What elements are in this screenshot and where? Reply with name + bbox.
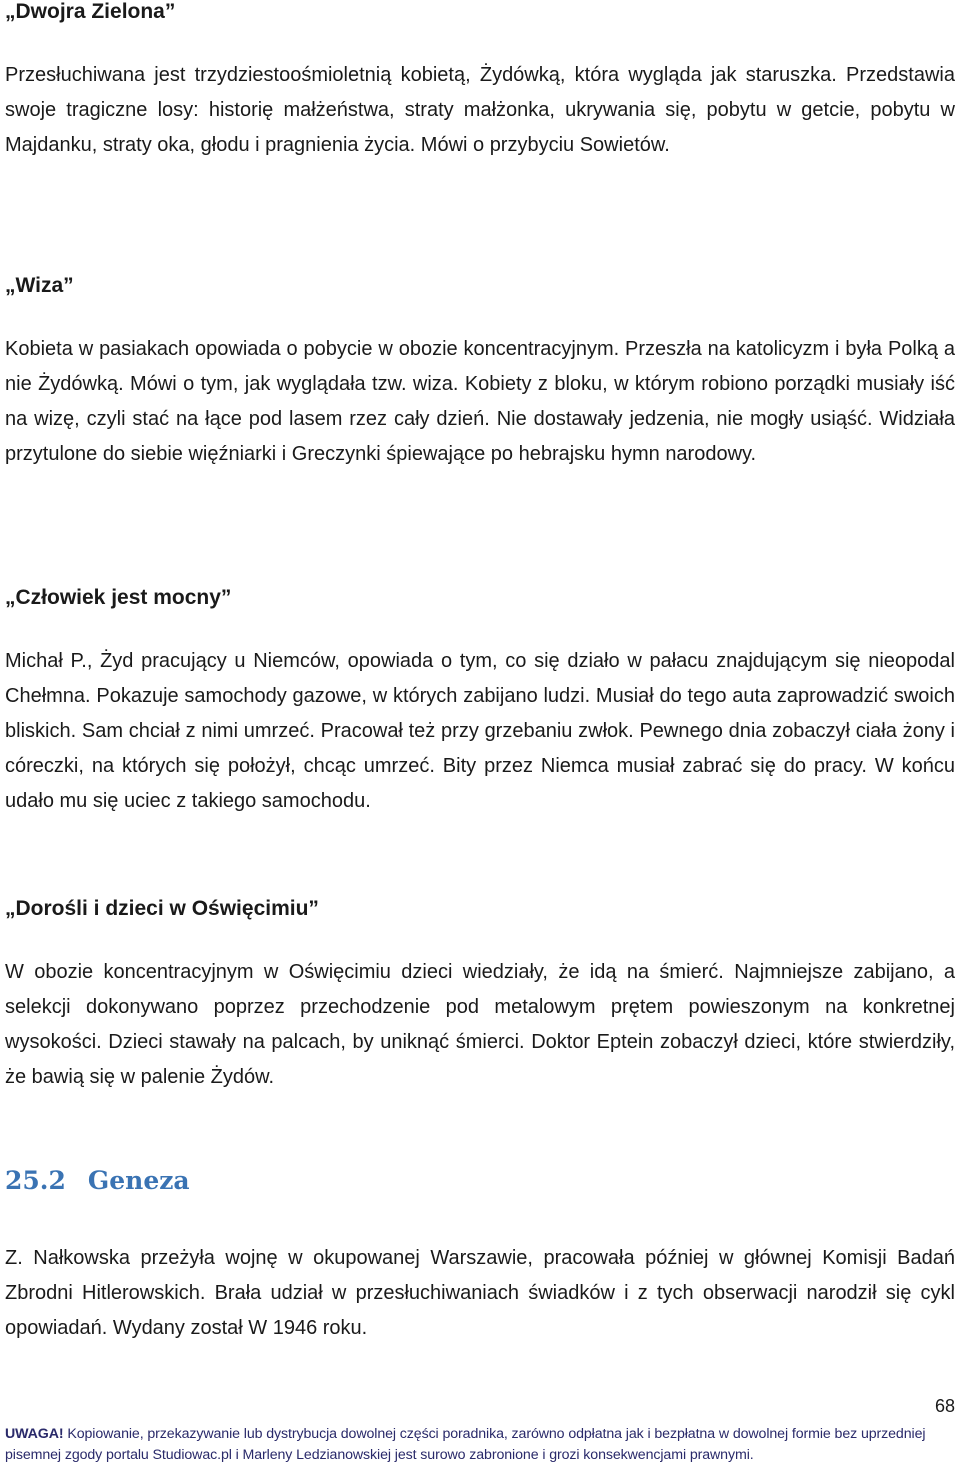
section-paragraph: Michał P., Żyd pracujący u Niemców, opowiada o tym, co się działo w pałacu znajdującym się nieopodal Chełmna. Pokazuje samochody gazowe, w których zabijano ludzi. Musiał do tego auta zaprowadzić swoich bliskich. Sam chciał z nimi umrzeć. Pracował też przy grzebaniu zwłok. Pewnego dnia zobaczył ciała żony i córeczki, na których się położył, chcąc umrzeć. Bity przez Niemca musiał zabrać się do pracy. W końcu udało mu się uciec z takiego samochodu. (5, 650, 955, 812)
section-wiza (5, 274, 955, 472)
section-geneza (5, 1166, 955, 1346)
page-number: 68 (934, 1396, 955, 1416)
section-dwojra-zielona (5, 0, 955, 163)
geneza-paragraph: Z. Nałkowska przeżyła wojnę w okupowanej Warszawie, pracowała później w głównej Komisji Badań Zbrodni Hitlerowskich. Brała udział w przesłuchiwaniach świadków i z tych obserwacji narodził się cykl opowiadań. Wydany został W 1946 roku. (5, 1247, 955, 1339)
section-paragraph: W obozie koncentracyjnym w Oświęcimiu dzieci wiedziały, że idą na śmierć. Najmniejsze zabijano, a selekcji dokonywano poprzez przechodzenie pod metalowym prętem powieszonym na konkretnej wysokości. Dzieci stawały na palcach, by uniknąć śmierci. Doktor Eptein zobaczył dzieci, które stwierdziły, że bawią się w palenie Żydów. (5, 961, 955, 1088)
section-title: „Wiza” (5, 274, 74, 297)
geneza-heading (5, 1166, 955, 1195)
footer-text: Kopiowanie, przekazywanie lub dystrybucja dowolnej części poradnika, zarówno odpłatna jak i bezpłatna w dowolnej formie bez uprzedniej pisemnej zgody portalu Studiowac.pl i Marleny Ledzianowskiej jest surowo zabronione i grozi konsekwencjami prawnymi. (5, 1426, 926, 1463)
footer-warning-label: UWAGA! (5, 1426, 64, 1442)
section-paragraph: Kobieta w pasiakach opowiada o pobycie w obozie koncentracyjnym. Przeszła na katolicyzm i była Polką a nie Żydówką. Mówi o tym, jak wyglądała tzw. wiza. Kobiety z bloku, w którym robiono porządki musiały iść na wizę, czyli stać na łące pod lasem rzez cały dzień. Nie dostawały jedzenia, nie mogły usiąść. Widziała przytulone do siebie więźniarki i Greczynki śpiewające po hebrajsku hymn narodowy. (5, 338, 955, 465)
section-title: „Dorośli i dzieci w Oświęcimiu” (5, 897, 319, 920)
section-paragraph: Przesłuchiwana jest trzydziestoośmioletnią kobietą, Żydówką, która wygląda jak staruszka. Przedstawia swoje tragiczne losy: historię małżeństwa, straty małżonka, ukrywania się, pobytu w getcie, pobytu w Majdanku, straty oka, głodu i pragnienia życia. Mówi o przybyciu Sowietów. (5, 64, 955, 156)
section-title: „Dwojra Zielona” (5, 0, 176, 23)
section-dorosli-i-dzieci (5, 897, 955, 1095)
geneza-title: Geneza (87, 1166, 190, 1195)
section-czlowiek-jest-mocny (5, 586, 955, 819)
geneza-number: 25.2 (5, 1166, 66, 1195)
section-title: „Człowiek jest mocny” (5, 586, 232, 609)
copyright-footer (5, 1424, 955, 1466)
